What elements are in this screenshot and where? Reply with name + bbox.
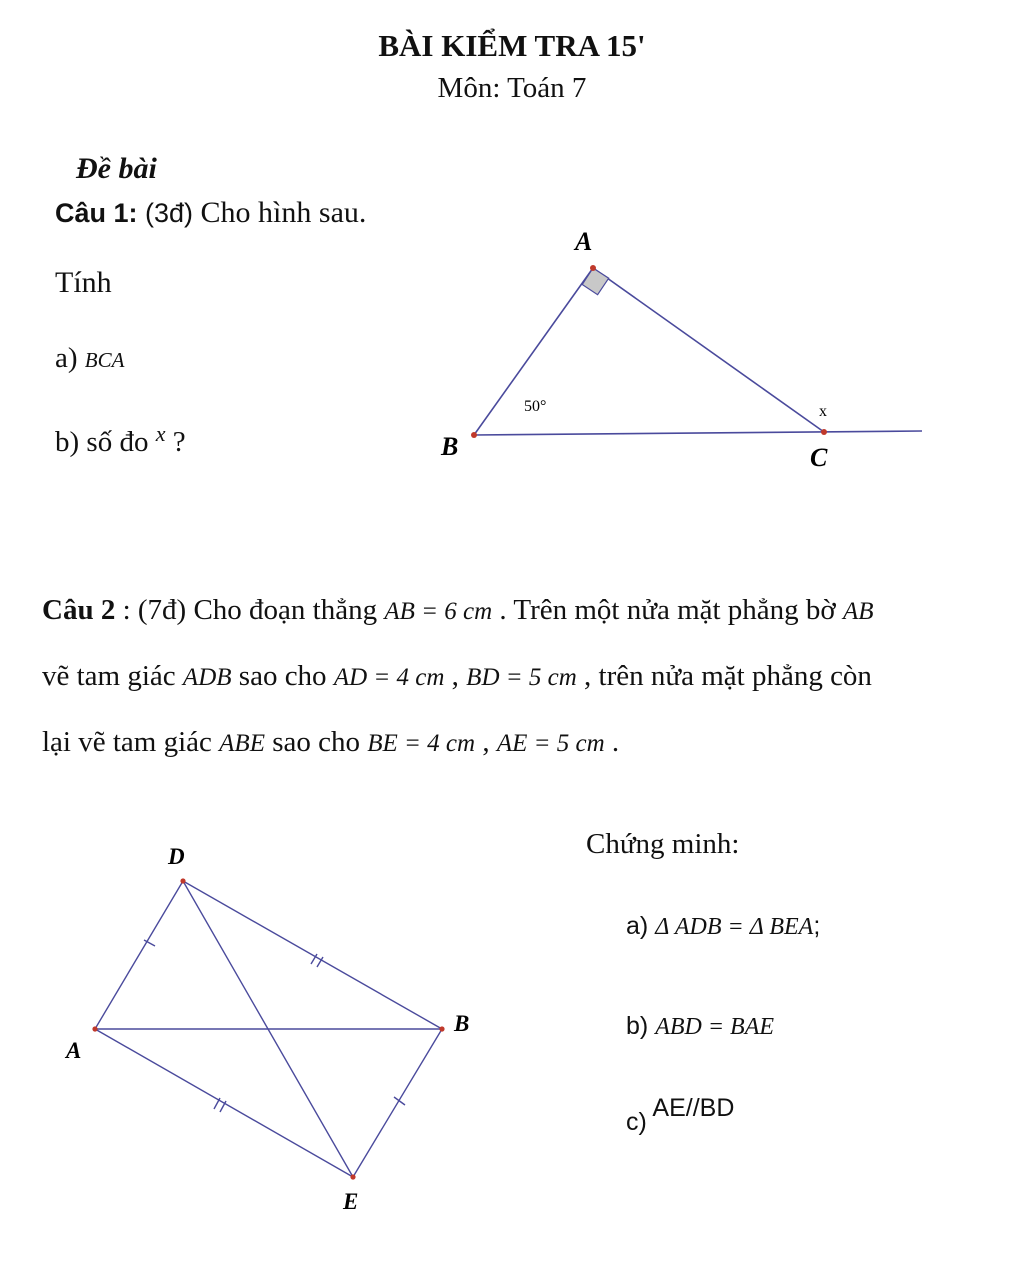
- proof-part-c: [626, 1094, 735, 1137]
- q2-l1-math-1: AB = 6 cm: [384, 598, 493, 625]
- q2-l2-math-2: AD = 4 cm: [333, 664, 445, 691]
- q2-l2-math-1: ADB: [182, 664, 232, 691]
- part-b-variable: x: [155, 421, 166, 446]
- segment-bc-extended: [474, 431, 922, 435]
- question-2-label: Câu 2: [42, 594, 116, 626]
- q2-l3-text-2: sao cho: [272, 726, 361, 758]
- point-b: [439, 1026, 444, 1031]
- question-1-prompt: Tính: [55, 266, 112, 299]
- segment-db: [183, 881, 442, 1029]
- segment-da: [95, 881, 183, 1029]
- q2-l3-text-1: lại vẽ tam giác: [42, 726, 212, 758]
- label-b: B: [441, 432, 459, 461]
- q2-l2-math-3: BD = 5 cm: [466, 664, 577, 691]
- point-a: [92, 1026, 97, 1031]
- q2-l3-text-3: ,: [482, 726, 490, 758]
- page-title: BÀI KIỂM TRA 15': [378, 28, 646, 63]
- q2-l2-text-2: sao cho: [238, 660, 327, 692]
- proof-part-b: [626, 1012, 774, 1041]
- label-e: E: [343, 1189, 359, 1214]
- part-a-label: a): [55, 342, 78, 374]
- part-a-expression: BCA: [84, 348, 125, 372]
- question-2-line-1: [42, 594, 874, 627]
- question-2-points: : (7đ): [122, 594, 187, 626]
- part-b-label: b) số đo: [55, 426, 149, 458]
- proof-a-label: a): [626, 912, 649, 940]
- proof-c-expression: AE//BD: [652, 1094, 735, 1122]
- section-title: Đề bài: [76, 152, 157, 185]
- point-d: [180, 878, 185, 883]
- point-c: [821, 429, 827, 435]
- segment-ae: [95, 1029, 353, 1177]
- angle-b-label: 50°: [524, 398, 547, 415]
- tick-be-mark: [394, 1097, 405, 1105]
- part-b-end: ?: [172, 426, 186, 458]
- q2-l2-text-3: ,: [451, 660, 459, 692]
- proof-a-end: ;: [813, 912, 821, 940]
- proof-a-expression: Δ ADB = Δ BEA: [655, 914, 814, 940]
- label-a: A: [66, 1038, 82, 1063]
- segment-be: [353, 1029, 442, 1177]
- q2-l2-text-4: , trên nửa mặt phẳng còn: [584, 660, 872, 692]
- proof-b-label: b): [626, 1012, 649, 1040]
- proof-title: Chứng minh:: [586, 828, 740, 860]
- q2-l2-text-1: vẽ tam giác: [42, 660, 176, 692]
- label-d: D: [168, 844, 185, 869]
- triangle-figure: [0, 0, 1024, 560]
- label-c: C: [810, 443, 828, 472]
- question-1-label: Câu 1:: [55, 198, 138, 228]
- q2-l1-text-1: Cho đoạn thẳng: [193, 594, 378, 626]
- point-a: [590, 265, 596, 271]
- label-b: B: [454, 1011, 470, 1036]
- segment-ac: [593, 268, 824, 432]
- q2-l1-text-2: . Trên một nửa mặt phẳng bờ: [499, 594, 836, 626]
- q2-l3-math-1: ABE: [219, 730, 265, 757]
- question-1-text: Cho hình sau.: [200, 196, 367, 229]
- right-angle-marker: [582, 268, 609, 295]
- quadrilateral-figure: [0, 820, 560, 1240]
- proof-part-a: [626, 912, 820, 941]
- question-2-line-3: [42, 726, 619, 759]
- q2-l3-math-3: AE = 5 cm: [496, 730, 605, 757]
- question-2-line-2: [42, 660, 872, 693]
- point-e: [350, 1174, 355, 1179]
- q2-l3-text-4: .: [611, 726, 620, 758]
- point-b: [471, 432, 477, 438]
- angle-x-label: x: [819, 403, 827, 420]
- subject-line: Môn: Toán 7: [437, 72, 587, 104]
- proof-c-label: c): [626, 1108, 647, 1136]
- question-1-points: (3đ): [145, 198, 194, 228]
- proof-b-expression: ABD = BAE: [655, 1014, 775, 1040]
- q2-l1-math-2: AB: [843, 598, 874, 625]
- q2-l3-math-2: BE = 4 cm: [367, 730, 476, 757]
- label-a: A: [575, 227, 593, 256]
